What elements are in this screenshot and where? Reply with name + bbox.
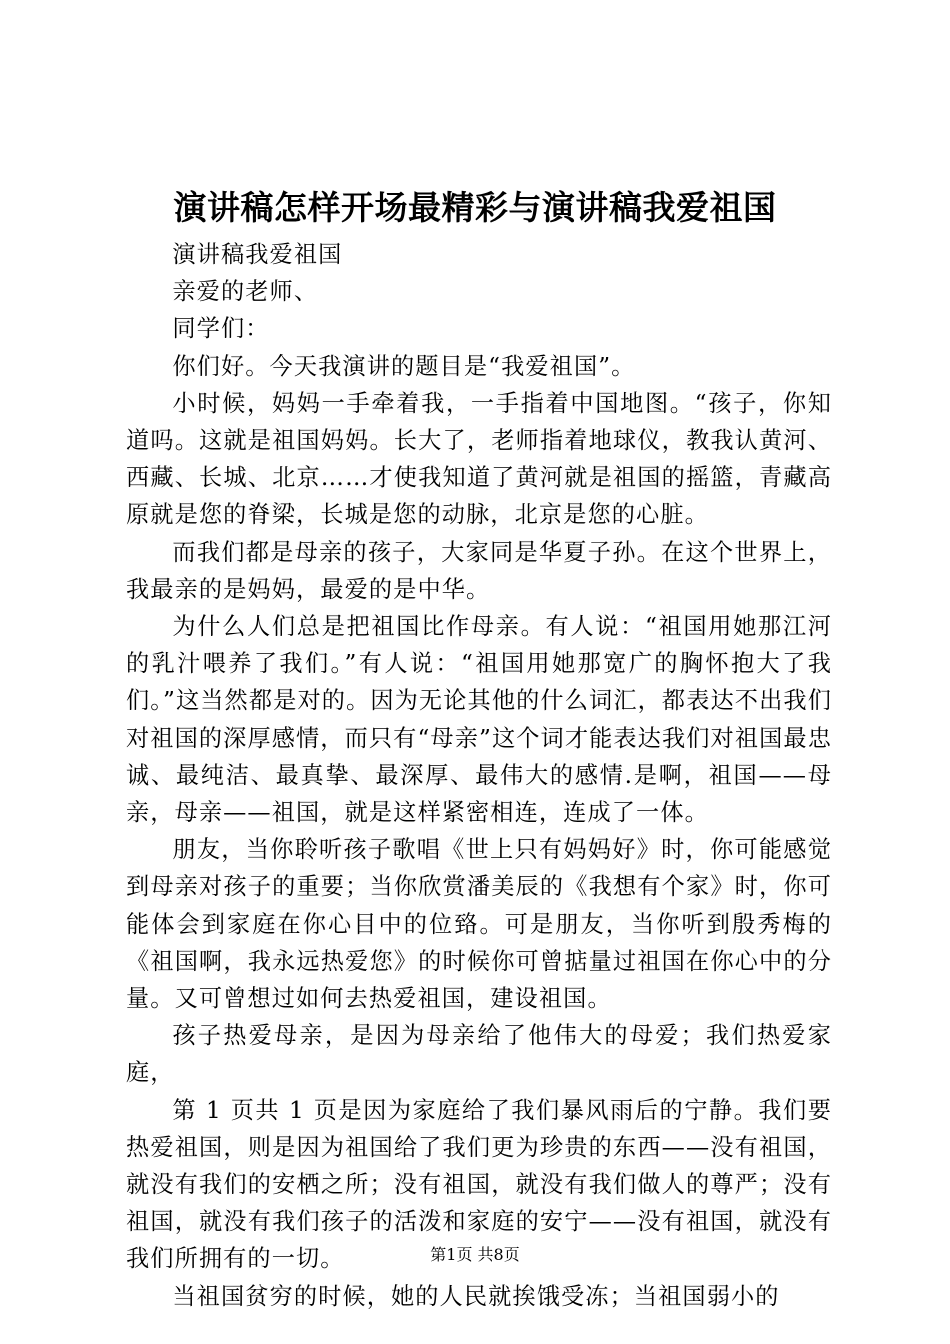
document-title: 演讲稿怎样开场最精彩与演讲稿我爱祖国 [173, 188, 777, 227]
paragraph: 同学们： [172, 315, 270, 343]
paragraph: 而我们都是母亲的孩子，大家同是华夏子孙。在这个世界上，我最亲的是妈妈，最爱的是中华。 [126, 538, 832, 603]
paragraph: 第 1 页共 1 页是因为家庭给了我们暴风雨后的宁静。我们要热爱祖国，则是因为祖国给了我们更为珍贵的东西——没有祖国，就没有我们的安栖之所；没有祖国，就没有我们做人的尊严；没有祖国，就没有我们孩子的活泼和家庭的安宁——没有祖国，就没有我们所拥有的一切。 [126, 1096, 832, 1273]
paragraph: 当祖国贫穷的时候，她的人民就挨饿受冻；当祖国弱小的 [172, 1282, 780, 1310]
paragraph: 演讲稿我爱祖国 [172, 241, 343, 268]
paragraph: 为什么人们总是把祖国比作母亲。有人说：“祖国用她那江河的乳汁喂养了我们。”有人说：“祖国用她那宽广的胸怀抱大了我们。”这当然都是对的。因为无论其他的什么词汇，都表达不出我们对祖国的深厚感情，而只有“母亲”这个词才能表达我们对祖国最忠诚、最纯洁、最真挚、最深厚、最伟大的感情.是啊，祖国——母亲，母亲——祖国，就是这样紧密相连，连成了一体。 [126, 613, 832, 827]
paragraph: 小时候，妈妈一手牵着我，一手指着中国地图。“孩子，你知道吗。这就是祖国妈妈。长大了，老师指着地球仪，教我认黄河、西藏、长城、北京……才使我知道了黄河就是祖国的摇篮，青藏高原就是您的脊梁，长城是您的动脉，北京是您的心脏。 [126, 389, 832, 529]
paragraph: 朋友，当你聆听孩子歌唱《世上只有妈妈好》时，你可能感觉到母亲对孩子的重要；当你欣赏潘美辰的《我想有个家》时，你可能体会到家庭在你心目中的位臵。可是朋友，当你听到殷秀梅的《祖国啊，我永远热爱您》的时候你可曾掂量过祖国在你心中的分量。又可曾想过如何去热爱祖国，建设祖国。 [126, 836, 832, 1013]
paragraph: 你们好。今天我演讲的题目是“我爱祖国”。 [172, 352, 636, 380]
page-footer: 第1页 共8页 [430, 1245, 520, 1264]
paragraph: 孩子热爱母亲，是因为母亲给了他伟大的母爱；我们热爱家庭， [126, 1022, 832, 1087]
paragraph: 亲爱的老师、 [172, 278, 319, 306]
document-body [126, 236, 832, 1315]
